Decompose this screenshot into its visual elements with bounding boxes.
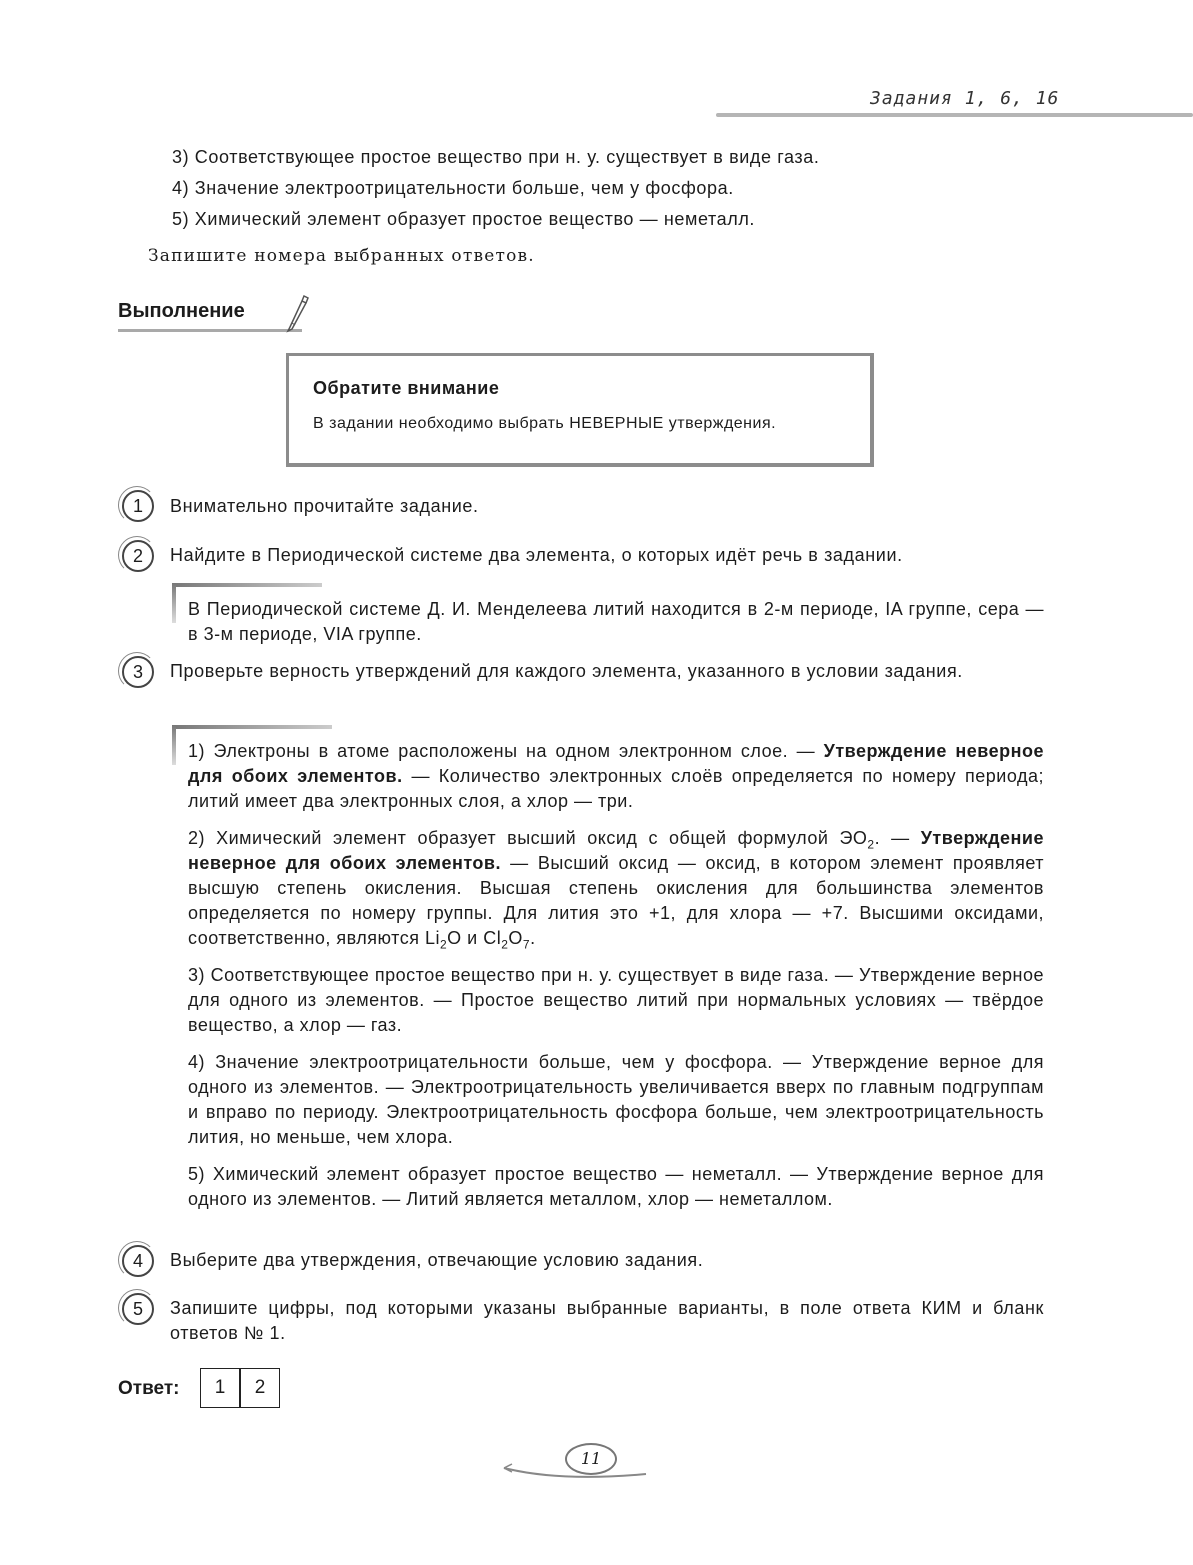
pencil-icon <box>282 293 310 333</box>
step-number-5: 5 <box>122 1293 154 1325</box>
subscript: 2 <box>867 837 875 852</box>
answer-label: Ответ: <box>118 1378 180 1399</box>
prior-item-4: 4) Значение электроотрицательности больше, чем у фосфора. <box>172 178 734 198</box>
header-divider <box>716 113 1193 117</box>
analysis-paragraph-1 <box>188 739 1044 814</box>
note-text: В задании необходимо выбрать НЕВЕРНЫЕ утверждения. <box>313 415 777 432</box>
answer-cell-2: 2 <box>240 1368 280 1408</box>
analysis-2-sep: . — <box>874 828 921 848</box>
analysis-block <box>188 739 1044 1224</box>
analysis-paragraph-4: 4) Значение электроотрицательности больше, чем у фосфора. — Утверждение верное для одного из элементов. — Электроотрицательность увеличивается вверх по главным подгруппам и вправо по периоду. Электроотрицательность фосфора больше, чем электроотрицательность лития, но меньше, чем хлора. <box>188 1052 1044 1147</box>
analysis-corner-top <box>172 725 332 729</box>
step-text-1: Внимательно прочитайте задание. <box>170 496 479 516</box>
note-title: Обратите внимание <box>313 378 500 398</box>
analysis-paragraph-3: 3) Соответствующее простое вещество при н. у. существует в виде газа. — Утверждение верное для одного из элементов. — Простое вещество литий при нормальных условиях — твёрдое вещество, а хлор — газ. <box>188 965 1044 1035</box>
page-header-title: Задания 1, 6, 16 <box>870 88 1060 109</box>
subscript: 2 <box>501 937 509 952</box>
subscript: 7 <box>522 937 531 952</box>
answer-cell-1: 1 <box>200 1368 240 1408</box>
analysis-2-formula-o: O <box>508 928 523 948</box>
step-number-3: 3 <box>122 656 154 688</box>
analysis-2-explanation: — Высший оксид — оксид, в котором элемент проявляет высшую степень окисления. Высшая степень окисления для большинства элементов определяется по номеру группы. Для лития это +1, для хлора — +7. Высшими оксидами, соответственно, являются Li <box>188 853 1044 948</box>
analysis-2-verdict: Утверждение неверное для обоих элементов. <box>188 828 1044 873</box>
analysis-corner-left <box>172 725 176 765</box>
analysis-1-explanation: — Количество электронных слоёв определяется по номеру периода; литий имеет два электронных слоя, а хлор — три. <box>188 766 1044 811</box>
analysis-paragraph-2 <box>188 826 1044 951</box>
section-title: Выполнение <box>118 300 245 322</box>
step-number-4: 4 <box>122 1245 154 1277</box>
subscript: 2 <box>439 937 448 952</box>
analysis-2-statement: 2) Химический элемент образует высший оксид с общей формулой ЭО <box>188 828 868 848</box>
analysis-2-end: . <box>530 928 536 948</box>
analysis-1-statement: 1) Электроны в атоме расположены на одном электронном слое. — <box>188 741 824 761</box>
prior-item-5: 5) Химический элемент образует простое вещество — неметалл. <box>172 209 756 229</box>
note-box <box>286 353 874 467</box>
step-text-5: Запишите цифры, под которыми указаны выбранные варианты, в поле ответа КИМ и бланк ответов № 1. <box>170 1298 1044 1343</box>
step-number-2: 2 <box>122 540 154 572</box>
instruction-text: Запишите номера выбранных ответов. <box>148 246 535 266</box>
step-text-4: Выберите два утверждения, отвечающие условию задания. <box>170 1250 704 1270</box>
analysis-paragraph-5: 5) Химический элемент образует простое вещество — неметалл. — Утверждение верное для одного из элементов. — Литий является металлом, хлор — неметаллом. <box>188 1164 1044 1209</box>
step-number-1: 1 <box>122 490 154 522</box>
step-text-2: Найдите в Периодической системе два элемента, о которых идёт речь в задании. <box>170 545 903 565</box>
info-periodic-table: В Периодической системе Д. И. Менделеева литий находится в 2-м периоде, IA группе, сера — в 3-м периоде, VIA группе. <box>188 599 1044 644</box>
page-number: 11 <box>565 1443 617 1475</box>
analysis-2-formula-text: O и Cl <box>447 928 502 948</box>
info-corner-top <box>172 583 322 587</box>
analysis-1-verdict: Утверждение неверное для обоих элементов. <box>188 741 1044 786</box>
prior-item-3: 3) Соответствующее простое вещество при н. у. существует в виде газа. <box>172 147 820 167</box>
section-underline <box>118 329 302 332</box>
step-text-3: Проверьте верность утверждений для каждого элемента, указанного в условии задания. <box>170 661 963 681</box>
info-corner-left <box>172 583 176 623</box>
